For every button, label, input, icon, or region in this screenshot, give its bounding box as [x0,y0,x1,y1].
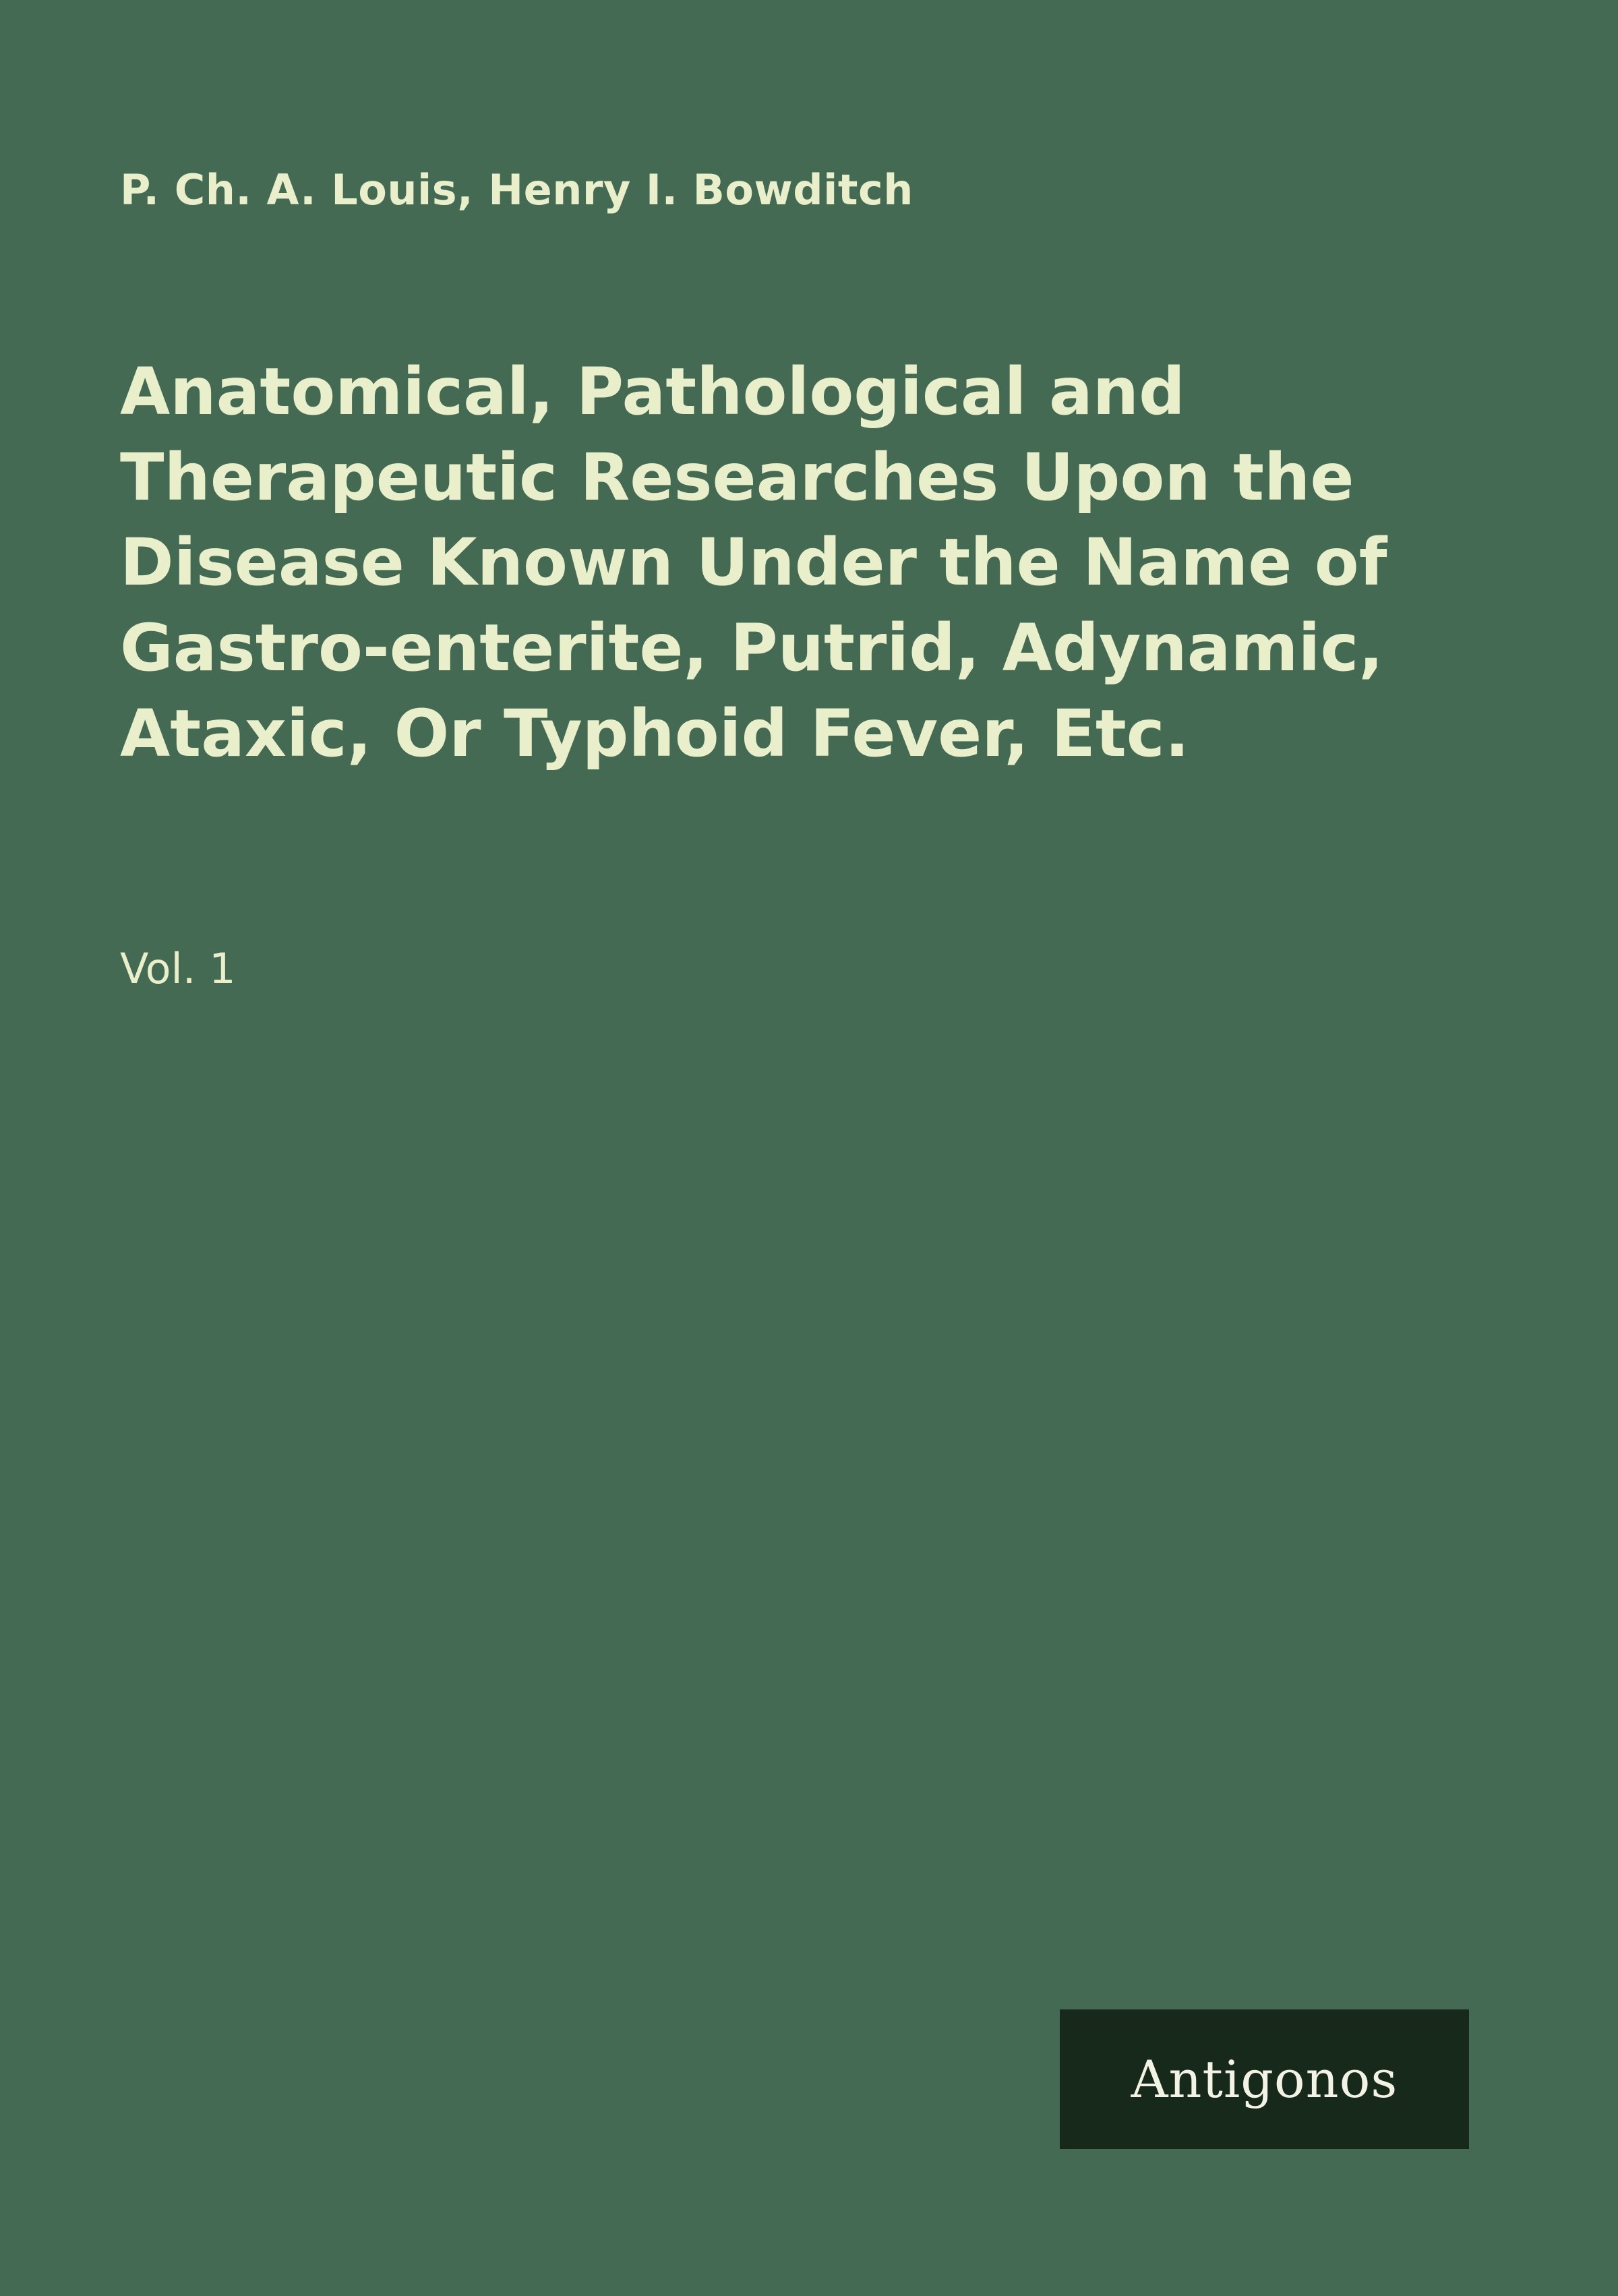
publisher-name: Antigonos [1131,2049,1398,2109]
page-title: Anatomical, Pathological and Therapeutic Researches Upon the Disease Known Under the Name of Gastro-enterite, Putrid, Adynamic, Ataxic, Or Typhoid Fever, Etc. [120,354,1387,771]
cover-content [120,0,1502,2296]
publisher-badge [1060,2009,1469,2149]
volume-label: Vol. 1 [120,944,236,993]
author-names: P. Ch. A. Louis, Henry I. Bowditch [120,165,913,214]
